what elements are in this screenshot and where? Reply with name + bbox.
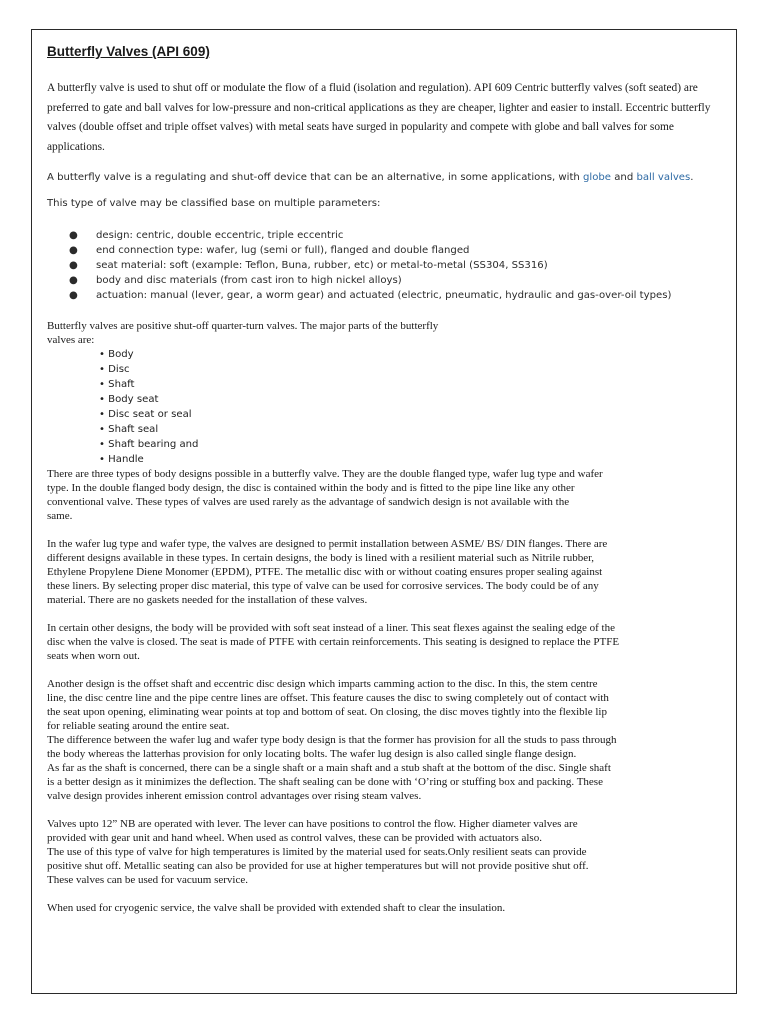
paragraph-line: valve design provides inherent emission control advantages over rising steam valves. [47,790,422,802]
valve-part-item: • Disc seat or seal [99,409,192,420]
regulating-suffix: . [690,172,694,183]
valve-part-item: • Shaft bearing and [99,439,199,450]
paragraph-line: The use of this type of valve for high temperatures is limited by the material used for seats.Only resilient seats can provide [47,846,587,858]
list-item-text: end connection type: wafer, lug (semi or full), flanged and double flanged [96,245,470,256]
list-item-text: body and disc materials (from cast iron to high nickel alloys) [96,275,402,286]
paragraph-line: There are three types of body designs possible in a butterfly valve. They are the double flanged type, wafer lug type and wafer [47,468,603,480]
list-item [69,273,723,288]
valve-part-item: • Handle [99,454,144,465]
paragraph-line: for reliable seating around the entire seat. [47,720,230,732]
intro-paragraph: A butterfly valve is used to shut off or modulate the flow of a fluid (isolation and regulation). API 609 Centric butterfly valves (soft seated) are preferred to gate and ball valves for low-pressure and non-critical applications as they are cheaper, lighter and easier to install. Eccentric butterfly valves (double offset and triple offset valves) with metal seats have surged in popularity and compete with globe and ball valves for some applications. [47,82,711,153]
paragraph-line: type. In the double flanged body design, the disc is contained within the body and is fitted to the pipe line like any other [47,482,575,494]
paragraph-line: these liners. By selecting proper disc material, this type of valve can be used for corrosive services. The body could be of any [47,580,599,592]
valve-part-item: • Shaft seal [99,424,159,435]
valve-part-item: • Body [99,349,134,360]
document-title: Butterfly Valves (API 609) [47,44,210,59]
globe-link[interactable]: globe [583,172,612,183]
paragraph-line: is a better design as it minimizes the deflection. The shaft sealing can be done with ‘O’ring or stuffing box and packing. These [47,776,603,788]
parts-intro-line: Butterfly valves are positive shut-off quarter-turn valves. The major parts of the butterfly [47,320,439,332]
paragraph-line: same. [47,510,73,522]
paragraph-line: In certain other designs, the body will be provided with soft seat instead of a liner. This seat flexes against the sealing edge of the [47,622,615,634]
paragraph-line: The difference between the wafer lug and wafer type body design is that the former has provision for all the studs to pass through [47,734,617,746]
soft-seat-paragraph [47,621,723,663]
paragraph-line: These valves can be used for vacuum service. [47,874,248,886]
lever-paragraph [47,817,723,887]
list-item [69,228,723,243]
bullet-icon: ● [69,245,78,256]
paragraph-line: In the wafer lug type and wafer type, the valves are designed to permit installation between ASME/ BS/ DIN flanges. There are [47,538,608,550]
paragraph-line: provided with gear unit and hand wheel. When used as control valves, these can be provided with actuators also. [47,832,542,844]
paragraph-line: the seat upon opening, eliminating wear points at top and bottom of seat. On closing, the disc moves tightly into the flexible lip [47,706,607,718]
paragraph-line: disc when the valve is closed. The seat is made of PTFE with certain reinforcements. This seating is designed to replace the PTFE [47,636,620,648]
valve-part-item: • Body seat [99,394,159,405]
paragraph-line: the body whereas the latterhas provision for only locating bolts. The wafer lug design is also called single flange design. [47,748,577,760]
regulating-and: and [611,172,637,183]
list-item-text: seat material: soft (example: Teflon, Buna, rubber, etc) or metal-to-metal (SS304, SS316) [96,260,548,271]
list-item [69,258,723,273]
parameters-list [47,228,723,303]
regulating-paragraph [47,170,723,185]
document-content [47,42,723,915]
valve-part-item: • Shaft [99,379,135,390]
parts-intro [47,319,723,347]
body-designs-paragraph [47,467,723,523]
list-item-text: actuation: manual (lever, gear, a worm gear) and actuated (electric, pneumatic, hydraulic and gas-over-oil types) [96,290,672,301]
valve-part-item: • Disc [99,364,130,375]
paragraph-line: Valves upto 12” NB are operated with lever. The lever can have positions to control the flow. Higher diameter valves are [47,818,578,830]
paragraph-line: material. There are no gaskets needed for the installation of these valves. [47,594,368,606]
list-item [69,288,723,303]
cryogenic-paragraph: When used for cryogenic service, the valve shall be provided with extended shaft to clear the insulation. [47,902,506,914]
list-item [69,243,723,258]
paragraph-line: conventional valve. These types of valves are used rarely as the advantage of sandwich design is not available with the [47,496,570,508]
wafer-paragraph [47,537,723,607]
paragraph-line: As far as the shaft is concerned, there can be a single shaft or a main shaft and a stub shaft at the bottom of the disc. Single shaft [47,762,611,774]
bullet-icon: ● [69,260,78,271]
bullet-icon: ● [69,290,78,301]
paragraph-line: Another design is the offset shaft and eccentric disc design which imparts camming action to the disc. In this, the stem centre [47,678,598,690]
parts-intro-line: valves are: [47,334,95,346]
paragraph-line: Ethylene Propylene Diene Monomer (EPDM), PTFE. The metallic disc with or without coating ensures proper sealing against [47,566,603,578]
ball-valves-link[interactable]: ball valves [636,172,691,183]
bullet-icon: ● [69,230,78,241]
list-item-text: design: centric, double eccentric, triple eccentric [96,230,344,241]
regulating-text: A butterfly valve is a regulating and shut-off device that can be an alternative, in some applications, with [47,172,584,183]
paragraph-line: different designs available in these types. In certain designs, the body is lined with a resilient material such as Nitrile rubber, [47,552,595,564]
paragraph-line: seats when worn out. [47,650,140,662]
offset-shaft-paragraph [47,677,723,803]
paragraph-line: line, the disc centre line and the pipe centre lines are offset. This feature causes the disc to swing completely out of contact with [47,692,609,704]
valve-parts-list [47,347,723,467]
bullet-icon: ● [69,275,78,286]
classify-paragraph: This type of valve may be classified base on multiple parameters: [47,198,381,209]
paragraph-line: positive shut off. Metallic seating can also be provided for use at higher temperatures but will not provide positive shut off. [47,860,589,872]
